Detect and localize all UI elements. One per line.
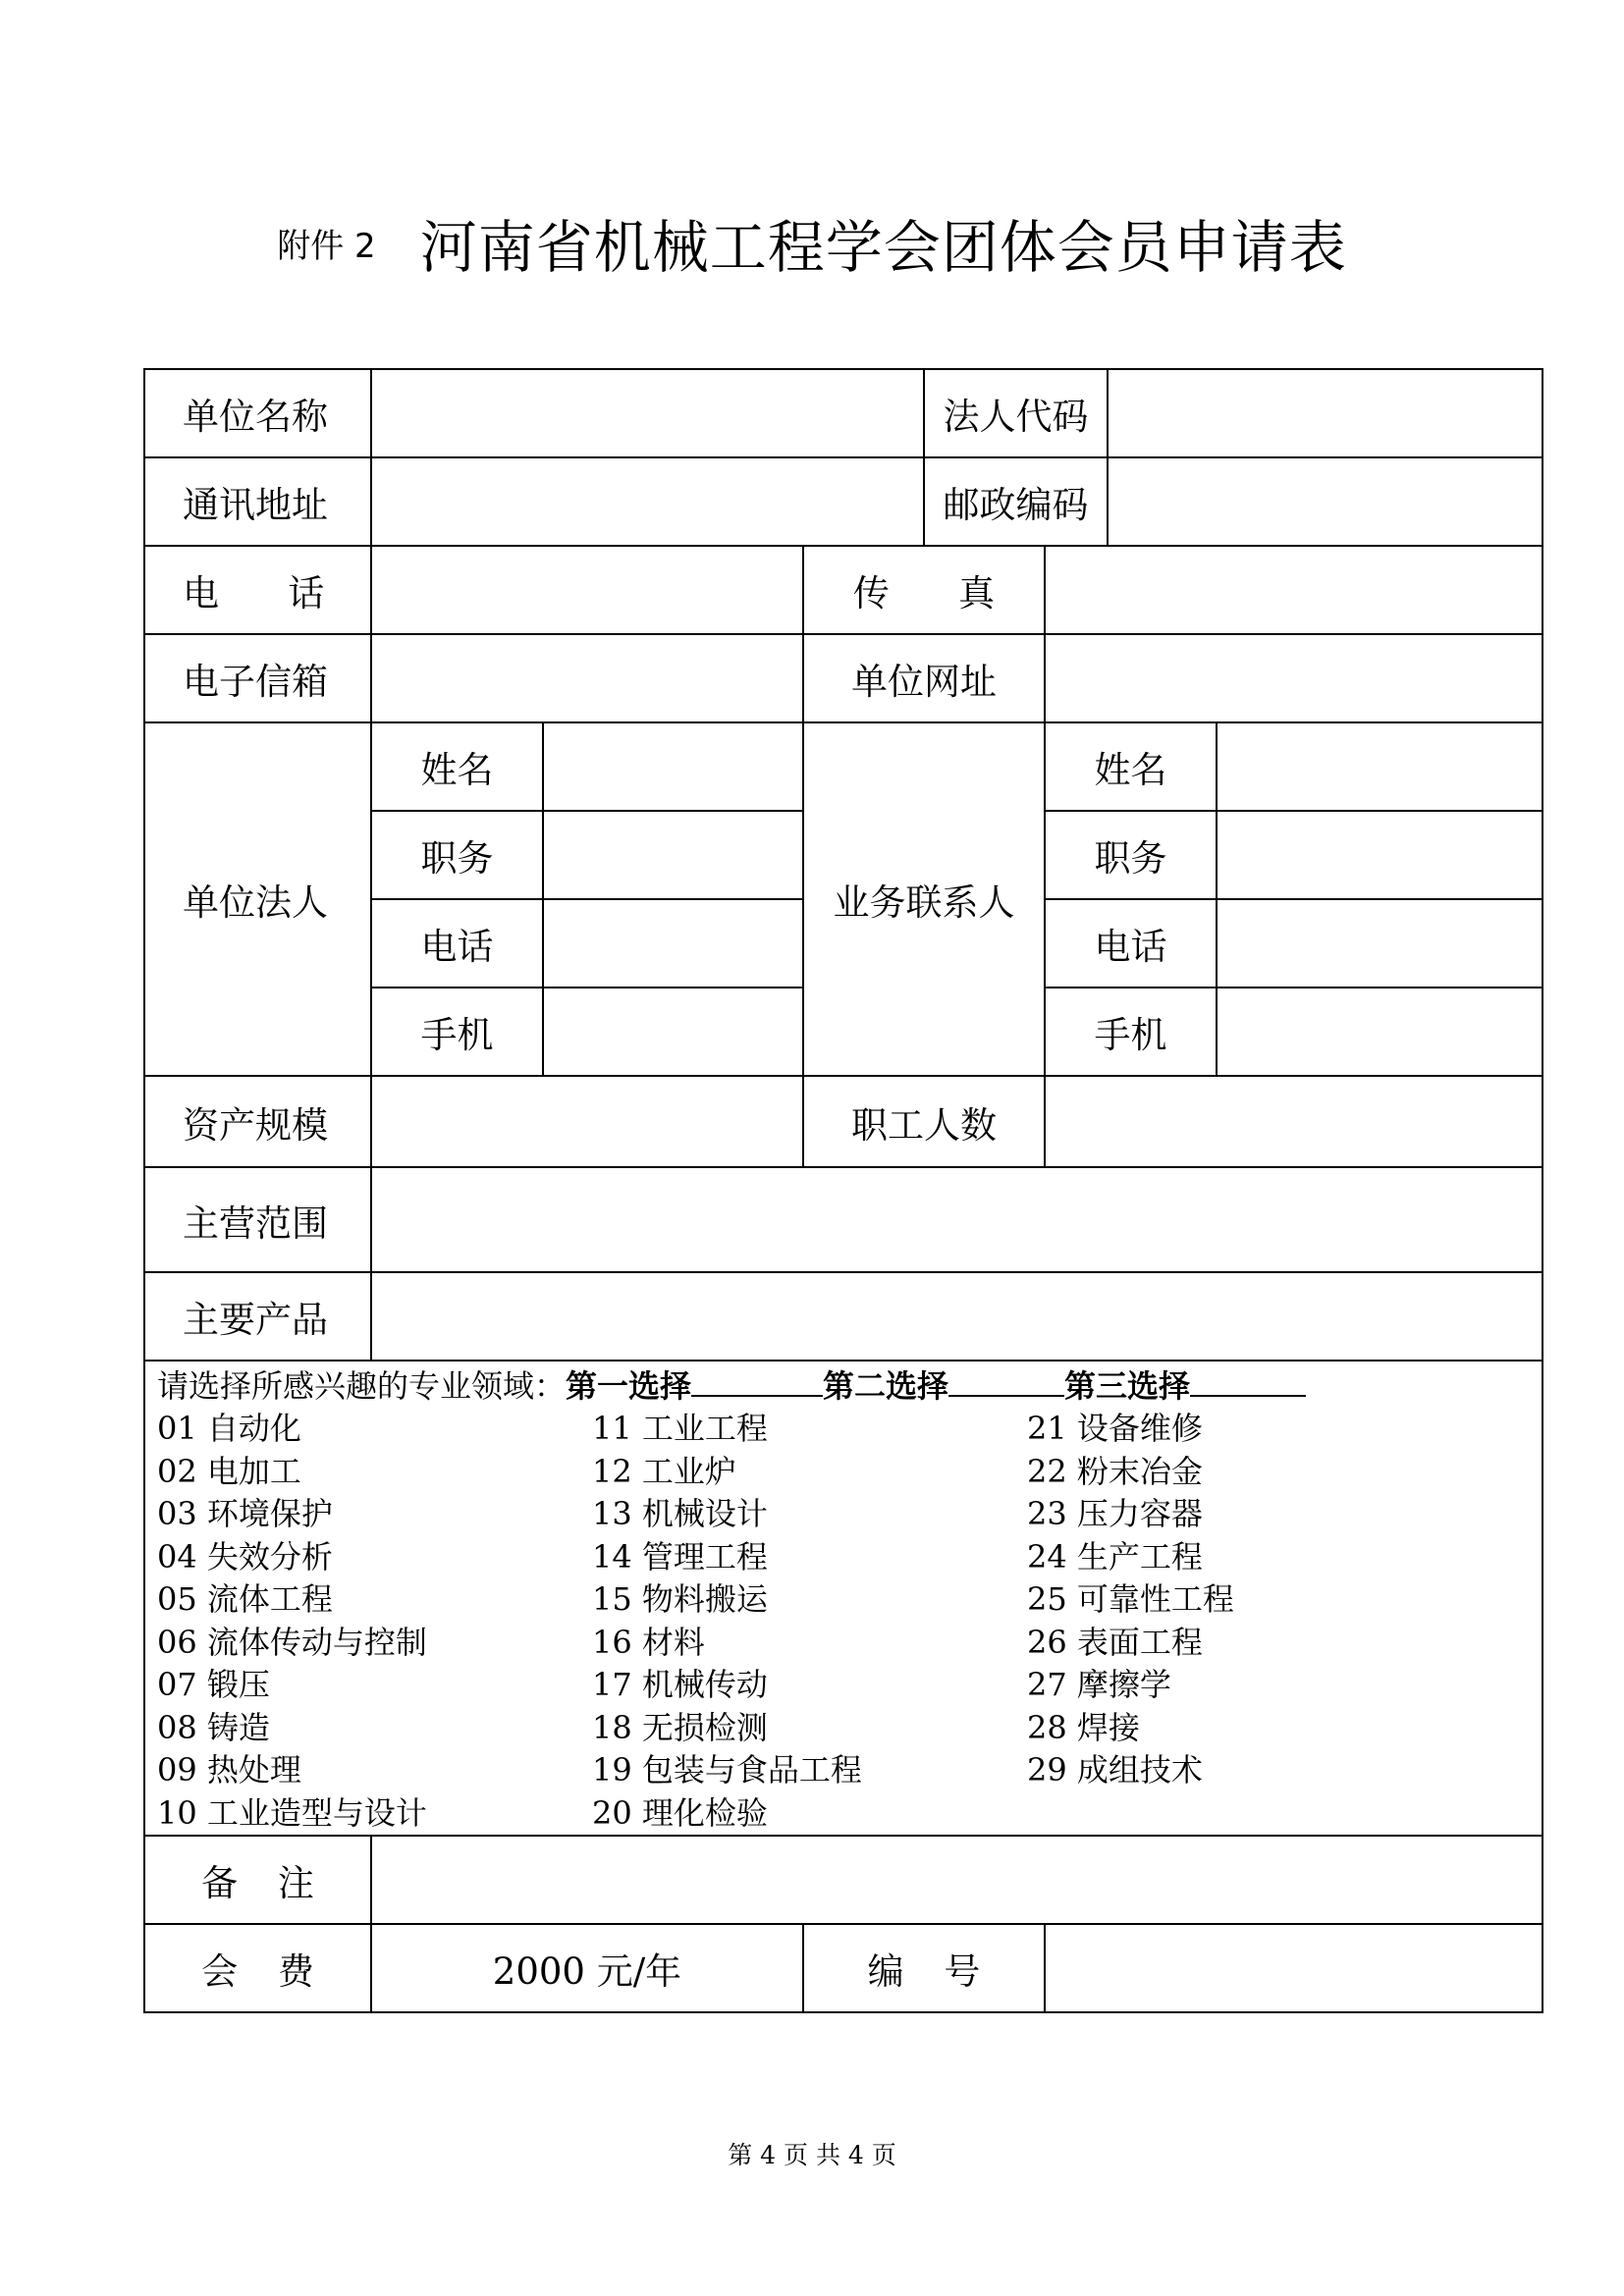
input-legal-mobile[interactable] bbox=[543, 988, 803, 1076]
label-legal-person: 单位法人 bbox=[144, 722, 371, 1076]
choice2-blank[interactable] bbox=[948, 1365, 1064, 1397]
field-option: 19 包装与食品工程 bbox=[592, 1751, 862, 1789]
label-fax bbox=[803, 546, 1045, 634]
field-option: 21 设备维修 bbox=[1027, 1410, 1203, 1447]
field-option: 10 工业造型与设计 bbox=[157, 1793, 427, 1832]
field-option: 05 流体工程 bbox=[157, 1580, 333, 1618]
choice2-label: 第二选择 bbox=[823, 1367, 949, 1405]
field-option: 29 成组技术 bbox=[1027, 1751, 1203, 1789]
choice1-blank[interactable] bbox=[691, 1365, 823, 1397]
fields-list bbox=[157, 1408, 1542, 1835]
field-option: 08 铸造 bbox=[157, 1708, 270, 1746]
label-legal-mobile: 手机 bbox=[371, 988, 543, 1076]
field-option: 06 流体传动与控制 bbox=[157, 1623, 427, 1661]
row-address bbox=[144, 457, 1543, 546]
field-option: 26 表面工程 bbox=[1027, 1623, 1203, 1661]
field-option: 24 生产工程 bbox=[1027, 1537, 1203, 1575]
field-option: 02 电加工 bbox=[157, 1452, 301, 1490]
label-legal-code: 法人代码 bbox=[924, 369, 1108, 457]
fields-of-interest bbox=[144, 1361, 1543, 1836]
label-phone bbox=[144, 546, 371, 634]
input-legal-title[interactable] bbox=[543, 811, 803, 899]
label-number-char-1: 编 bbox=[867, 1950, 904, 1993]
label-fee-char-1: 会 bbox=[201, 1950, 239, 1993]
field-option: 13 机械设计 bbox=[592, 1495, 768, 1532]
label-address: 通讯地址 bbox=[144, 457, 371, 546]
page-footer: 第 4 页 共 4 页 bbox=[728, 2141, 896, 2169]
field-option: 07 锻压 bbox=[157, 1666, 270, 1703]
row-email bbox=[144, 634, 1543, 722]
input-assets[interactable] bbox=[371, 1076, 803, 1167]
field-option: 04 失效分析 bbox=[157, 1537, 333, 1575]
label-number-char-2: 号 bbox=[944, 1950, 981, 1993]
input-legal-code[interactable] bbox=[1108, 369, 1543, 457]
input-remark[interactable] bbox=[371, 1836, 1543, 1924]
input-contact-name[interactable] bbox=[1217, 722, 1543, 811]
label-fee bbox=[144, 1924, 371, 2012]
input-main-products[interactable] bbox=[371, 1272, 1543, 1361]
field-option: 09 热处理 bbox=[157, 1751, 301, 1789]
field-option: 27 摩擦学 bbox=[1027, 1666, 1171, 1703]
field-option: 18 无损检测 bbox=[592, 1708, 768, 1746]
field-option: 12 工业炉 bbox=[592, 1452, 736, 1490]
choice3-label: 第三选择 bbox=[1064, 1367, 1191, 1405]
label-contact-phone: 电话 bbox=[1045, 899, 1217, 988]
input-email[interactable] bbox=[371, 634, 803, 722]
row-contact-name bbox=[144, 722, 1543, 811]
label-number bbox=[803, 1924, 1045, 2012]
field-option: 25 可靠性工程 bbox=[1027, 1580, 1234, 1618]
label-contact-mobile: 手机 bbox=[1045, 988, 1217, 1076]
field-option: 01 自动化 bbox=[157, 1410, 301, 1447]
row-remark bbox=[144, 1836, 1543, 1924]
label-fax-char-1: 传 bbox=[852, 572, 890, 614]
fields-header bbox=[157, 1365, 1542, 1408]
label-employees: 职工人数 bbox=[803, 1076, 1045, 1167]
input-unit-name[interactable] bbox=[371, 369, 924, 457]
label-legal-title: 职务 bbox=[371, 811, 543, 899]
row-assets bbox=[144, 1076, 1543, 1167]
field-option: 15 物料搬运 bbox=[592, 1580, 768, 1618]
input-number[interactable] bbox=[1045, 1924, 1543, 2012]
input-phone[interactable] bbox=[371, 546, 803, 634]
input-employees[interactable] bbox=[1045, 1076, 1543, 1167]
choice3-blank[interactable] bbox=[1190, 1365, 1306, 1397]
label-email: 电子信箱 bbox=[144, 634, 371, 722]
input-address[interactable] bbox=[371, 457, 924, 546]
label-unit-name: 单位名称 bbox=[144, 369, 371, 457]
input-fax[interactable] bbox=[1045, 546, 1543, 634]
field-option: 22 粉末冶金 bbox=[1027, 1452, 1203, 1490]
input-legal-name[interactable] bbox=[543, 722, 803, 811]
label-business-scope: 主营范围 bbox=[144, 1167, 371, 1272]
label-remark-char-1: 备 bbox=[201, 1862, 239, 1904]
label-main-products: 主要产品 bbox=[144, 1272, 371, 1361]
label-fee-char-2: 费 bbox=[277, 1950, 314, 1993]
page-title: 河南省机械工程学会团体会员申请表 bbox=[419, 214, 1347, 281]
field-option: 16 材料 bbox=[592, 1623, 705, 1661]
label-website: 单位网址 bbox=[803, 634, 1045, 722]
label-legal-name: 姓名 bbox=[371, 722, 543, 811]
label-contact-title: 职务 bbox=[1045, 811, 1217, 899]
field-option: 20 理化检验 bbox=[592, 1793, 768, 1832]
label-contact-name: 姓名 bbox=[1045, 722, 1217, 811]
field-option: 28 焊接 bbox=[1027, 1708, 1140, 1746]
input-legal-phone[interactable] bbox=[543, 899, 803, 988]
input-website[interactable] bbox=[1045, 634, 1543, 722]
row-fields bbox=[144, 1361, 1543, 1836]
row-unit-name bbox=[144, 369, 1543, 457]
row-main-products bbox=[144, 1272, 1543, 1361]
choice1-label: 第一选择 bbox=[566, 1367, 692, 1405]
label-phone-char-2: 话 bbox=[288, 572, 325, 614]
label-contact-person: 业务联系人 bbox=[803, 722, 1045, 1076]
input-contact-mobile[interactable] bbox=[1217, 988, 1543, 1076]
label-fax-char-2: 真 bbox=[958, 572, 996, 614]
field-option: 14 管理工程 bbox=[592, 1537, 768, 1575]
label-legal-phone: 电话 bbox=[371, 899, 543, 988]
field-option: 17 机械传动 bbox=[592, 1666, 768, 1703]
field-option bbox=[1027, 1792, 1462, 1836]
input-contact-title[interactable] bbox=[1217, 811, 1543, 899]
row-business-scope bbox=[144, 1167, 1543, 1272]
field-option: 03 环境保护 bbox=[157, 1495, 333, 1532]
attachment-label: 附件 2 bbox=[277, 226, 376, 266]
label-postcode: 邮政编码 bbox=[924, 457, 1108, 546]
input-contact-phone[interactable] bbox=[1217, 899, 1543, 988]
label-remark bbox=[144, 1836, 371, 1924]
field-option: 11 工业工程 bbox=[592, 1410, 768, 1447]
document-title-line bbox=[0, 201, 1624, 284]
field-option: 23 压力容器 bbox=[1027, 1495, 1203, 1532]
fields-prompt: 请选择所感兴趣的专业领域： bbox=[157, 1367, 567, 1405]
row-fee bbox=[144, 1924, 1543, 2012]
label-phone-char-1: 电 bbox=[183, 572, 219, 614]
fee-value: 2000 元/年 bbox=[371, 1924, 803, 2012]
input-business-scope[interactable] bbox=[371, 1167, 1543, 1272]
label-assets: 资产规模 bbox=[144, 1076, 371, 1167]
row-phone bbox=[144, 546, 1543, 634]
application-form-table bbox=[143, 368, 1543, 2013]
label-remark-char-2: 注 bbox=[277, 1862, 314, 1904]
input-postcode[interactable] bbox=[1108, 457, 1543, 546]
